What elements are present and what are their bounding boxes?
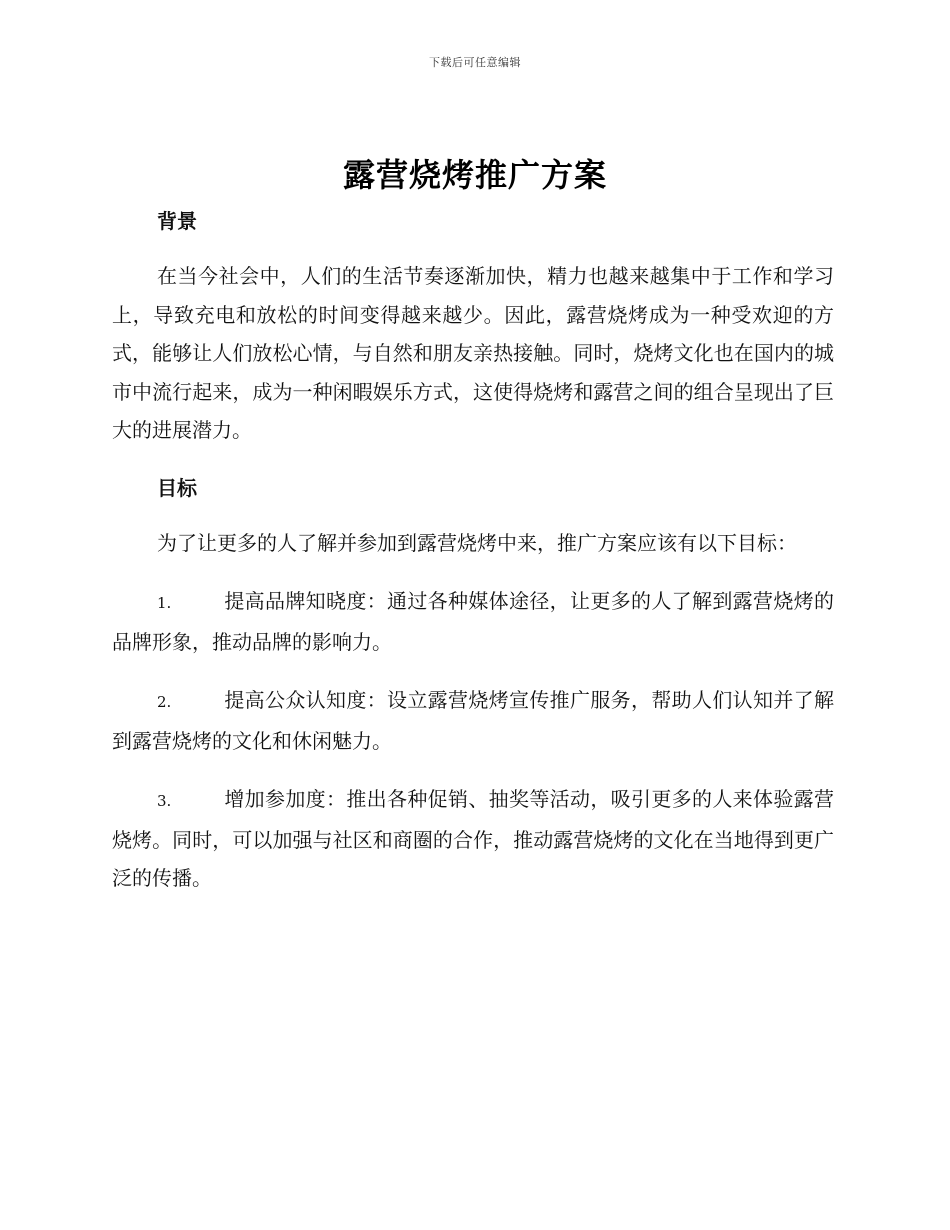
list-item-text: 增加参加度：推出各种促销、抽奖等活动，吸引更多的人来体验露营烧烤。同时，可以加强与社区和商圈的合作，推动露营烧烤的文化在当地得到更广泛的传播。 (112, 787, 834, 890)
list-item (112, 681, 834, 760)
background-paragraph: 在当今社会中，人们的生活节奏逐渐加快，精力也越来越集中于工作和学习上，导致充电和放松的时间变得越来越少。因此，露营烧烤成为一种受欢迎的方式，能够让人们放松心情，与自然和朋友亲热接触。同时，烧烤文化也在国内的城市中流行起来，成为一种闲暇娱乐方式，这使得烧烤和露营之间的组合呈现出了巨大的进展潜力。 (112, 264, 834, 442)
goals-intro-paragraph: 为了让更多的人了解并参加到露营烧烤中来，推广方案应该有以下目标： (157, 530, 797, 555)
header-note: 下载后可任意编辑 (429, 56, 521, 69)
list-item (112, 582, 834, 661)
section-heading-goals: 目标 (157, 475, 197, 500)
document-title: 露营烧烤推广方案 (342, 156, 607, 194)
document-body (112, 203, 834, 898)
list-item-text: 提高公众认知度：设立露营烧烤宣传推广服务，帮助人们认知并了解到露营烧烤的文化和休闲魅力。 (112, 688, 834, 753)
list-item-text: 提高品牌知晓度：通过各种媒体途径，让更多的人了解到露营烧烤的品牌形象，推动品牌的影响力。 (112, 589, 834, 654)
section-heading-background: 背景 (157, 209, 197, 233)
list-item-number: 2. (157, 693, 172, 711)
list-item-number: 3. (157, 792, 172, 810)
list-item-number: 1. (157, 594, 172, 612)
list-item (112, 780, 834, 898)
